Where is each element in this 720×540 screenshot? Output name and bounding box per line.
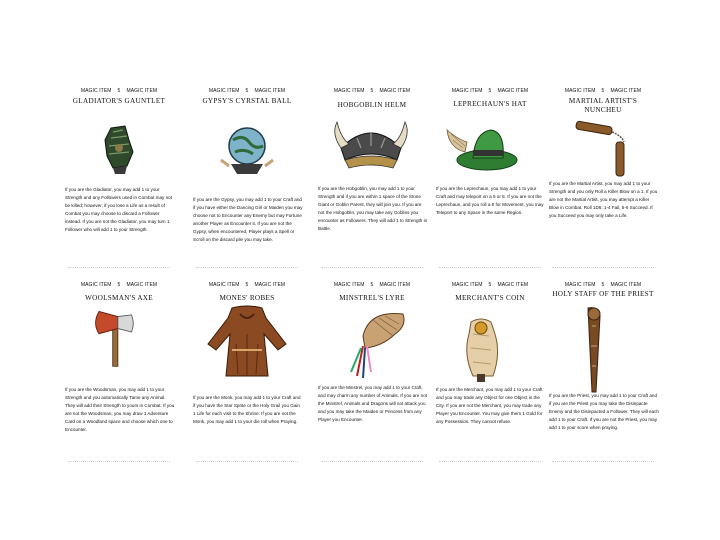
card-gladiators-gauntlet [60, 88, 178, 268]
card-description: If you are the Martial Artist, you may add 1 to your Strength and you only Roll a Killer Blow on a 1. If you are not the Martial Artist, you may attempt a Killer Blow in Combat. Roll 1D6: 1-4 Fail, 5-6 Succeed. If you Succeed you may only take a Life. [549, 181, 658, 218]
card-header: MAGIC ITEM 5 MAGIC ITEM [333, 282, 411, 288]
card-divider [196, 267, 298, 268]
card-gypsys-crystal-ball [188, 88, 306, 268]
card-header: MAGIC ITEM 5 MAGIC ITEM [564, 282, 642, 288]
card-description: If you are the Monk, you may add 1 to your Craft and if you have the Star Sprite or the Holy Grail you Gain 1 Life for each visit to the Shrine. If you are not the Monk, you may add 1 to your die roll when Praying. [193, 395, 301, 424]
card-title: MARTIAL ARTIST'S NUNCHEU [568, 97, 638, 114]
card-description: If you are the Gladiator, you may add 1 to your Strength and any Followers used in Combat may not be killed; however, if you lose a Life as a result of Combat you may choose to discard a Follower instead. If you are not the Gladiator, you may turn 1 Follower who will add 1 to your Strength. [65, 187, 172, 232]
card-divider [321, 267, 423, 268]
card-divider [196, 461, 298, 462]
card-title: HOBGOBLIN HELM [337, 101, 407, 109]
card-description: If you are the Hobgoblin, you may add 1 to your Strength and if you are within 1 space of the Stone Giant or Goblin Parent, they will join you. If you are not the Hobgoblin, you may take any Goblins you encounter as Followers. They will add 1 to Strength in Battle. [318, 186, 428, 231]
card-header: MAGIC ITEM 5 MAGIC ITEM [80, 282, 158, 288]
axe-icon [82, 308, 152, 368]
card-title: GLADIATOR'S GAUNTLET [72, 97, 166, 105]
card-description: If you are the Woodsman, you may add 1 to your Strength and you automatically Tame any Animal. They will add their Strength to yours in Combat. If you are not the Woodsman, you may draw 1 Adventure Card on a Woodland space and choose which one to Encounter. [65, 387, 175, 432]
card-hobgoblin-helm [313, 88, 431, 268]
card-divider [552, 461, 654, 462]
card-divider [68, 267, 170, 268]
card-divider [321, 461, 423, 462]
card-description: If you are the Minstrel, you may add 1 to your Craft, and may charm any number of Animals. If you are not the Minstrel, Animals and Dragons will not attack you and you may take the Maiden or Princess from any Player you Encounter. [318, 385, 428, 422]
coin-pouch-icon [451, 314, 511, 384]
card-description: If you are the Gypsy, you may add 1 to your Craft and if you have either the Dancing Girl or Maiden you may choose not to Encounter any Enemy but may Fortune another Player as Encounter it. If you are not the Gypsy, when encountered, Player plays a Spell or Scroll on the discard pile you may take. [193, 197, 303, 242]
helm-icon [327, 118, 415, 178]
card-title: LEPRECHAUN'S HAT [453, 100, 527, 108]
card-header: MAGIC ITEM 5 MAGIC ITEM [333, 88, 411, 94]
card-holy-staff-of-the-priest [544, 282, 662, 462]
card-minstrels-lyre [313, 282, 431, 462]
card-divider [439, 461, 541, 462]
card-divider [552, 267, 654, 268]
card-header: MAGIC ITEM 5 MAGIC ITEM [208, 88, 286, 94]
card-description: If you are the Priest, you may add 1 to your Craft and if you are the Priest you may take the Disinpacte Enemy and the Disinpacted a Follower. They will each add 1 to your Craft. If you are not the Priest, you may add 1 to your score when praying. [549, 393, 659, 430]
nunchaku-icon [568, 118, 640, 178]
lyre-icon [333, 306, 413, 382]
gauntlet-icon [89, 118, 149, 178]
card-header: MAGIC ITEM 5 MAGIC ITEM [80, 88, 158, 94]
card-martial-artists-nuncheu [544, 88, 662, 268]
card-title: MERCHANT'S COIN [455, 294, 525, 302]
card-header: MAGIC ITEM 5 MAGIC ITEM [564, 88, 642, 94]
card-leprechauns-hat [431, 88, 549, 268]
card-merchants-coin [431, 282, 549, 462]
card-description: If you are the Merchant, you may add 1 to your Craft and you may trade any Object for one Object in the City. If you are not the Merchant, you may trade any Player you Encounter. You may give them 1 Gold for any Possession. They cannot refuse. [436, 387, 543, 424]
card-divider [439, 267, 541, 268]
card-header: MAGIC ITEM 5 MAGIC ITEM [451, 282, 529, 288]
card-title: HOLY STAFF OF THE PRIEST [552, 290, 654, 298]
robe-icon [202, 304, 292, 380]
card-header: MAGIC ITEM 5 MAGIC ITEM [208, 282, 286, 288]
card-woolsmans-axe [60, 282, 178, 462]
card-divider [68, 461, 170, 462]
card-title: MONES' ROBES [219, 294, 275, 302]
card-description: If you are the Leprechaun, you may add 1 to your Craft and may teleport on a 5 or 6. If you are not the Leprechaun, and you roll a 6 for Movement, you may Teleport to any Space in the same Region. [436, 186, 544, 215]
card-title: GYPSY'S CYRSTAL BALL [202, 97, 292, 105]
card-title: MINSTREL'S LYRE [339, 294, 405, 302]
green-hat-icon [443, 118, 521, 178]
card-header: MAGIC ITEM 5 MAGIC ITEM [451, 88, 529, 94]
card-mones-robes [188, 282, 306, 462]
crystal-ball-icon [217, 120, 277, 180]
card-title: WOOLSMAN'S AXE [85, 294, 153, 302]
staff-icon [574, 306, 614, 394]
